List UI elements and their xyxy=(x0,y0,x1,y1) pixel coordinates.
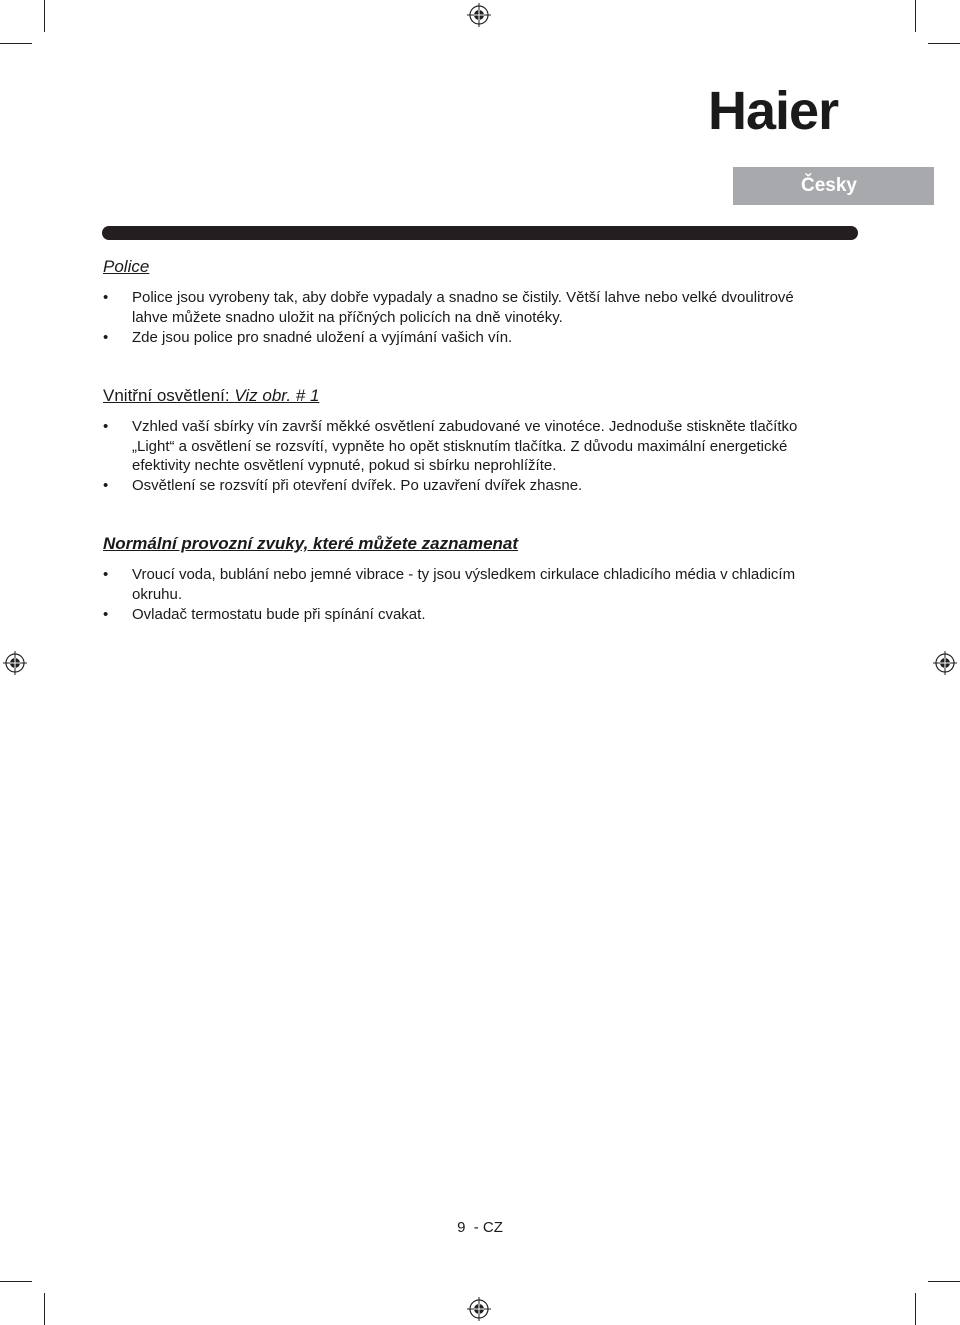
list-item xyxy=(103,288,833,327)
bullet-icon: • xyxy=(103,477,109,494)
lighting-list xyxy=(103,417,833,496)
list-item xyxy=(103,328,833,348)
section-heading-sounds: Normální provozní zvuky, které můžete zaznamenat xyxy=(103,534,519,553)
section-heading-lighting xyxy=(103,385,833,407)
list-item xyxy=(103,476,833,496)
bullet-icon: • xyxy=(103,566,109,583)
registration-mark-left xyxy=(3,651,27,675)
bullet-icon: • xyxy=(103,289,109,306)
list-item xyxy=(103,565,833,604)
registration-mark-bottom xyxy=(467,1297,491,1321)
crop-mark-bottom-right-h xyxy=(928,1281,960,1282)
list-item-text: Police jsou vyrobeny tak, aby dobře vypadaly a snadno se čistily. Větší lahve nebo velké dvoulitrové lahve můžete snadno uložit na příčných policích na dně vinotéky. xyxy=(132,289,794,326)
registration-mark-top xyxy=(467,3,491,27)
crop-mark-top-right-h xyxy=(928,43,960,44)
page-number: 9 - CZ xyxy=(457,1219,503,1236)
crop-mark-bottom-left xyxy=(44,1293,45,1325)
section-sounds xyxy=(103,533,833,625)
crop-mark-top-left-h xyxy=(0,43,32,44)
bullet-icon: • xyxy=(103,328,109,346)
police-list xyxy=(103,288,833,347)
registration-mark-right xyxy=(933,651,957,675)
header-rule-bar xyxy=(102,226,858,240)
bullet-icon: • xyxy=(103,605,109,623)
section-heading-lighting-italic: Viz obr. # 1 xyxy=(234,386,320,405)
bullet-icon: • xyxy=(103,418,109,435)
crop-mark-top-right xyxy=(915,0,916,32)
list-item-text: Ovladač termostatu bude při spínání cvakat. xyxy=(132,605,426,623)
section-lighting xyxy=(103,385,833,496)
list-item xyxy=(103,605,833,625)
section-heading-police: Police xyxy=(103,257,150,276)
crop-mark-bottom-left-h xyxy=(0,1281,32,1282)
brand-logo: Haier xyxy=(708,81,839,141)
sounds-list xyxy=(103,565,833,624)
language-tab: Česky xyxy=(733,167,934,205)
list-item-text: Zde jsou police pro snadné uložení a vyjímání vašich vín. xyxy=(132,328,513,346)
section-police xyxy=(103,256,833,348)
list-item-text: Vzhled vaší sbírky vín završí měkké osvětlení zabudované ve vinotéce. Jednoduše stiskněte tlačítko „Light“ a osvětlení se rozsvítí, vypněte ho opět stisknutím tlačítka. Z důvodu maximální energetické efektivity nechte osvětlení vypnuté, pokud si sbírku neprohlížíte. xyxy=(132,418,798,474)
crop-mark-bottom-right xyxy=(915,1293,916,1325)
list-item xyxy=(103,417,833,476)
section-heading-lighting-plain: Vnitřní osvětlení: xyxy=(103,386,235,405)
crop-mark-top-left xyxy=(44,0,45,32)
list-item-text: Vroucí voda, bublání nebo jemné vibrace - ty jsou výsledkem cirkulace chladicího média v chladicím okruhu. xyxy=(132,566,796,603)
list-item-text: Osvětlení se rozsvítí při otevření dvířek. Po uzavření dvířek zhasne. xyxy=(132,477,583,494)
